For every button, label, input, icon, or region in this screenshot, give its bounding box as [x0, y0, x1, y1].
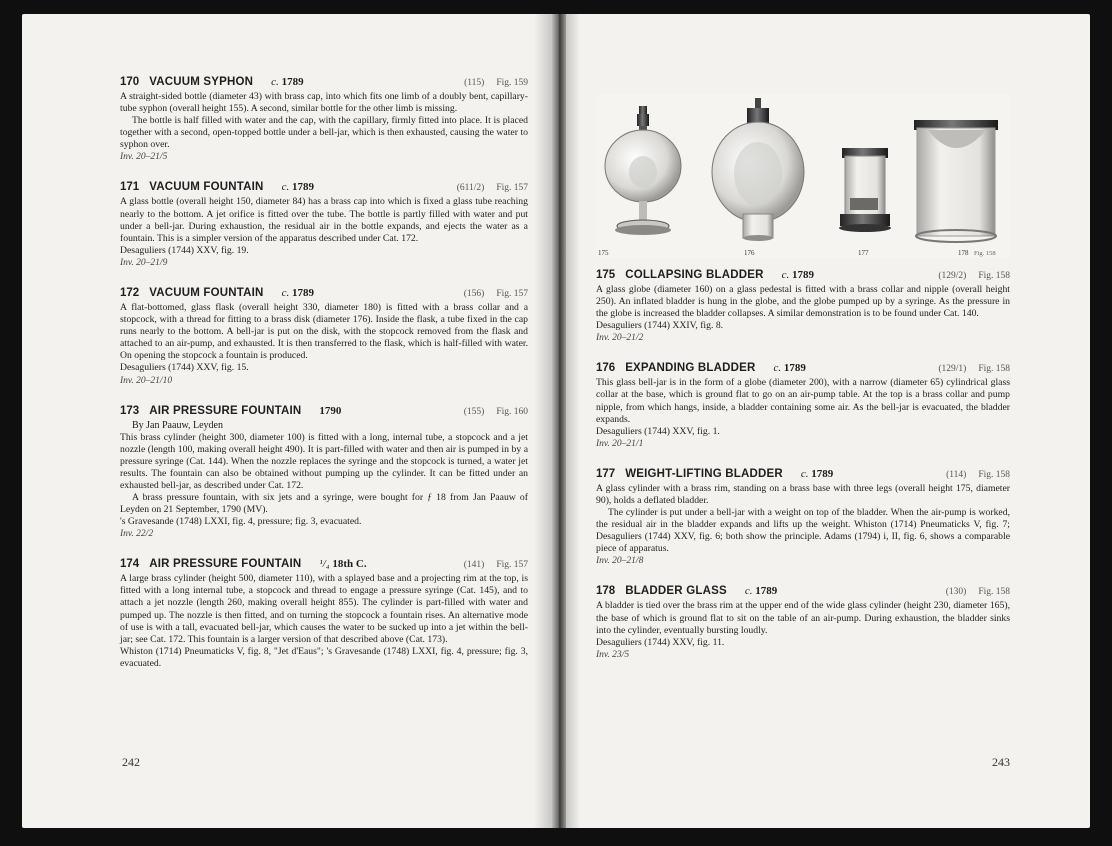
entry-number: 178 [596, 585, 616, 598]
apparatus-photograph [596, 94, 1010, 258]
inventory-number: Inv. 23/5 [596, 649, 630, 660]
entry-heading [120, 76, 528, 91]
inventory-reference: (156) [463, 288, 485, 299]
figure-reference: Fig. 157 [496, 288, 528, 299]
figure-reference: Fig. 158 [978, 587, 1010, 598]
left-page [22, 14, 552, 828]
entry-paragraph: The bottle is half filled with water and the cap, with the capillary, firmly fitted into place. It is placed together with a second, open-topped bottle under a bell-jar, which is then exhausted, causing the water to syphon over. [120, 115, 528, 151]
entry-title: WEIGHT-LIFTING BLADDER [625, 467, 783, 480]
entry-number: 174 [120, 558, 140, 571]
catalogue-entry [596, 269, 1010, 344]
entry-date [801, 468, 833, 480]
figure-reference: Fig. 158 [978, 364, 1010, 375]
inventory-reference: (115) [464, 78, 485, 88]
entry-title: VACUUM SYPHON [149, 76, 254, 88]
entry-title: AIR PRESSURE FOUNTAIN [149, 404, 302, 417]
entry-paragraph: A large brass cylinder (height 500, diameter 110), with a splayed base and a projecting rim at the top, is fitted with a long internal tube, a stopcock and thread to engage a pressure syringe (Cat. 145), and to attach a jet nozzle (length 260, making overall height 855). The cylinder is part-filled with water and pumped up. The nozzle is then fitted, and on turning the stopcock a fountain rises. An alternative mode of use is with a tall, evacuated bell-jar, which causes the water to be sucked up into a jet within the bell-jar; see Cat. 172. This fountain is a larger version of that described above (Cat. 173). [120, 573, 528, 645]
entry-paragraph: A glass cylinder with a brass rim, standing on a brass base with three legs (overall height 175, diameter 90), holds a deflated bladder. [596, 482, 1010, 506]
inventory-number: Inv. 20–21/2 [596, 333, 644, 344]
entry-heading [120, 405, 528, 420]
figure-reference: Fig. 160 [496, 406, 528, 417]
entry-paragraph: Desaguliers (1744) XXV, fig. 11. [596, 636, 725, 648]
entry-date [319, 405, 341, 417]
entry-date-prefix: c. [281, 286, 290, 299]
entry-heading [596, 468, 1010, 483]
entry-date [282, 287, 314, 299]
entry-paragraph: A glass bottle (overall height 150, diameter 84) has a brass cap into which is fixed a glass tube reaching nearly to the bottom. A jet orifice is fitted over the tube. The bottle is partly filled with water and put under a bell-jar. During exhaustion, the residual air in the bottle expands, and ejects the water as a fountain. This is a simpler version of the apparatus described under Cat. 172. [120, 196, 528, 244]
catalogue-entry [120, 405, 528, 541]
entry-heading [120, 287, 528, 302]
entry-paragraph: This glass bell-jar is in the form of a globe (diameter 200), with a narrow (diameter 65) cylindrical glass collar at the base, which is ground flat to go on an air-pump table. At the top is a brass collar and pump nipple, from which hangs, inside, a bladder containing some air. As the bell-jar is evacuated, the bladder expands. [596, 377, 1010, 425]
inventory-reference: (129/1) [938, 364, 967, 375]
caption-176: 176 [744, 249, 755, 257]
entry-paragraph: The cylinder is put under a bell-jar with a weight on top of the bladder. When the air-pump is worked, the residual air in the bladder expands and lifts up the weight. Whiston (1714) Pneumaticks V, fig. 7; Desaguliers (1744) XXV, fig. 6; both show the principle. Adams (1794) i, II, fig. 6, shows a comparable piece of apparatus. [596, 507, 1010, 555]
entry-date-prefix: c. [271, 76, 279, 88]
entry-title: EXPANDING BLADDER [625, 362, 756, 375]
entry-number: 175 [596, 269, 616, 281]
entry-date-prefix: c. [773, 362, 782, 375]
inventory-number: Inv. 20–21/10 [120, 375, 173, 386]
entry-date-value: 1789 [755, 585, 778, 598]
entry-date-value: 1789 [783, 362, 806, 375]
entry-title: COLLAPSING BLADDER [625, 269, 764, 281]
page-shadow [534, 14, 552, 828]
figure-reference: Fig. 158 [978, 271, 1010, 281]
entry-date-value: 1789 [811, 467, 834, 480]
entry-heading [120, 558, 528, 573]
caption-figure: Fig. 158 [974, 250, 996, 257]
entry-number: 171 [120, 181, 140, 194]
entry-paragraph: A straight-sided bottle (diameter 43) with brass cap, into which fits one limb of a doubly bent, capillary-tube syphon (overall height 155). A second, similar bottle for the other limb is missing. [120, 91, 528, 115]
entry-date [774, 362, 806, 374]
inventory-reference: (155) [463, 406, 485, 417]
catalogue-entry [120, 76, 528, 163]
left-column [120, 76, 528, 688]
inventory-reference: (141) [463, 560, 485, 571]
entry-title: VACUUM FOUNTAIN [149, 286, 264, 299]
entry-heading [596, 585, 1010, 600]
figure-reference: Fig. 157 [496, 183, 528, 194]
right-column [596, 269, 1010, 679]
entry-paragraph: Desaguliers (1744) XXV, fig. 1. [596, 425, 720, 437]
inventory-reference: (129/2) [938, 271, 967, 281]
entry-date-prefix: c. [281, 181, 290, 194]
caption-177: 177 [858, 249, 869, 257]
entry-date [782, 269, 814, 281]
entry-title: VACUUM FOUNTAIN [149, 181, 264, 194]
entry-date-value: 1789 [291, 286, 314, 299]
entry-date-prefix: c. [800, 467, 809, 480]
entry-date [745, 585, 777, 597]
entry-date-value: 18th C. [332, 558, 367, 571]
entry-title: AIR PRESSURE FOUNTAIN [149, 558, 302, 571]
figure-reference: Fig. 158 [978, 469, 1010, 480]
inventory-reference: (611/2) [456, 183, 485, 194]
figure-reference: Fig. 157 [496, 560, 528, 571]
entry-number: 172 [120, 286, 140, 299]
entry-date [319, 558, 366, 570]
inventory-reference: (130) [945, 587, 967, 598]
entry-number: 177 [596, 467, 616, 480]
entry-number: 176 [596, 362, 616, 375]
entry-date-value: 1789 [291, 181, 314, 194]
caption-175: 175 [598, 249, 609, 257]
entry-date [271, 76, 303, 88]
entry-paragraph: Desaguliers (1744) XXV, fig. 19. [120, 244, 249, 256]
catalogue-entry [120, 558, 528, 670]
entry-paragraph: 's Gravesande (1748) LXXI, fig. 4, pressure; fig. 3, evacuated. [120, 516, 362, 528]
inventory-reference: (114) [946, 469, 967, 480]
right-page [566, 14, 1090, 828]
entry-maker: By Jan Paauw, Leyden [132, 419, 223, 431]
entry-paragraph: A bladder is tied over the brass rim at the upper end of the wide glass cylinder (height 230, diameter 165), the base of which is ground flat to sit on the table of an air-pump. During exhaustion, the bladder sinks into the cylinder, eventually bursting loudly. [596, 600, 1010, 636]
inventory-number: Inv. 22/2 [120, 529, 154, 540]
catalogue-entry [120, 181, 528, 268]
catalogue-entry [596, 585, 1010, 660]
entry-paragraph: Whiston (1714) Pneumaticks V, fig. 8, "Jet d'Eaus"; 's Gravesande (1748) LXXI, fig. 4, pressure; fig. 3, evacuated. [120, 645, 528, 669]
page-number: 242 [122, 755, 140, 769]
bladder-glass-image [914, 120, 998, 242]
entry-date-value: 1790 [319, 404, 342, 417]
entry-date-prefix: c. [781, 269, 790, 281]
inventory-number: Inv. 20–21/8 [596, 556, 644, 567]
photo-svg [596, 94, 1010, 258]
entry-number: 170 [120, 76, 140, 88]
entry-date [282, 181, 314, 193]
entry-paragraph: A flat-bottomed, glass flask (overall height 330, diameter 180) is fitted with a brass collar and a stopcock, with a thread for fitting to a brass disk (diameter 176). Inside the flask, a tube fixed in the cap runs nearly to the bottom. A bell-jar is put on the disk, with the stopcock removed from the flask and attached to an air-pump, and exhausted. It is then transferred to the flask, which is half-filled with water. On opening the stopcock a fountain is produced. [120, 301, 528, 362]
caption-178: 178 [958, 249, 969, 257]
entry-date-value: 1789 [791, 269, 814, 281]
page-shadow [566, 14, 580, 828]
entry-heading [596, 269, 1010, 284]
entry-paragraph: This brass cylinder (height 300, diameter 100) is fitted with a long, internal tube, a stopcock and a jet nozzle (length 100, making overall height 490). It is part-filled with water and then air is pumped in by a pressure syringe (Cat. 144). When the nozzle replaces the syringe and the stopcock is turned, a water jet results. The fountain can also be obtained without pumping up the cylinder. It can be fitted under an exhausted bell-jar, as described under Cat. 172. [120, 431, 528, 491]
catalogue-entry [596, 468, 1010, 568]
entry-paragraph: A brass pressure fountain, with six jets and a syringe, were bought for ƒ 18 from Jan Paauw of Leyden on 21 September, 1790 (MV). [120, 491, 528, 516]
entry-paragraph: A glass globe (diameter 160) on a glass pedestal is fitted with a brass collar and nipple (overall height 250). An inflated bladder is hung in the globe, and the globe pumped up by a syringe. As the pressure in the globe is increased the bladder collapses. A similar demonstration is to be found under Cat. 140. [596, 284, 1010, 320]
entry-paragraph: Desaguliers (1744) XXIV, fig. 8. [596, 320, 724, 332]
entry-heading [596, 362, 1010, 377]
catalogue-entry [120, 287, 528, 387]
entry-date-prefix: c. [744, 585, 753, 598]
entry-title: BLADDER GLASS [625, 585, 727, 598]
page-number: 243 [992, 755, 1010, 769]
entry-date-prefix: ¹/₄ [319, 558, 330, 571]
inventory-number: Inv. 20–21/5 [120, 152, 168, 163]
entry-date-value: 1789 [281, 76, 304, 88]
inventory-number: Inv. 20–21/1 [596, 438, 644, 449]
weight-lifting-bladder-image [839, 148, 891, 232]
entry-paragraph: Desaguliers (1744) XXV, fig. 15. [120, 362, 249, 374]
inventory-number: Inv. 20–21/9 [120, 257, 168, 268]
figure-reference: Fig. 159 [496, 78, 528, 88]
entry-number: 173 [120, 404, 140, 417]
book-gutter [552, 14, 566, 828]
catalogue-entry [596, 362, 1010, 449]
entry-heading [120, 181, 528, 196]
